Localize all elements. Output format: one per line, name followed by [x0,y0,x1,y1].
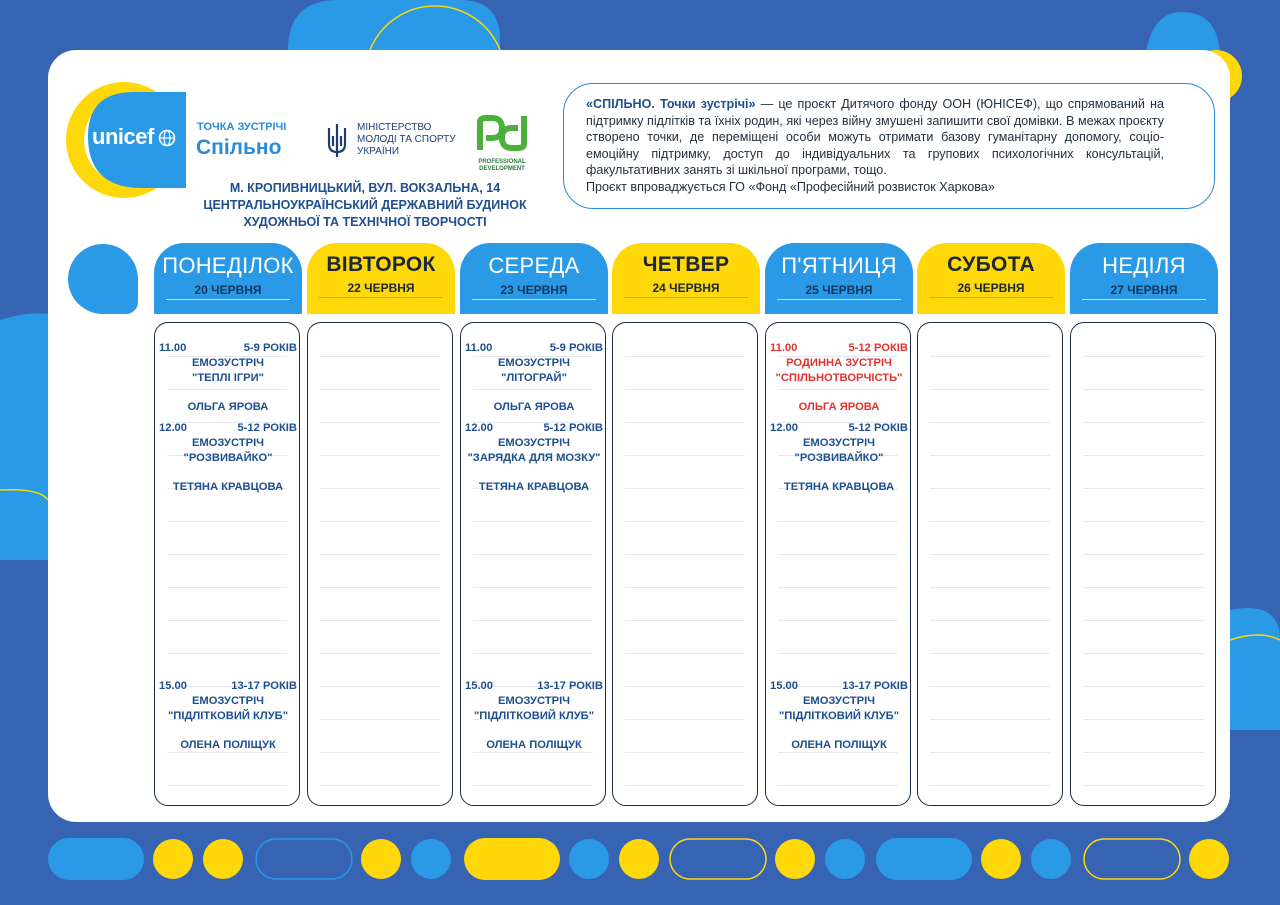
ruled-line [320,356,440,357]
day-header [154,243,302,314]
event-leader: ОЛЬГА ЯРОВА [493,401,575,413]
schedule-event [159,421,297,495]
decorative-bubble [68,244,138,314]
schedule-event [465,679,603,753]
event-time: 12.00 [770,422,798,434]
ruled-line [1083,422,1203,423]
ruled-line [320,389,440,390]
ruled-line [320,785,440,786]
event-type: ЕМОЗУСТРІЧ [497,437,571,449]
ruled-line [625,488,745,489]
trident-icon [325,122,349,158]
event-title: "ПІДЛІТКОВИЙ КЛУБ" [168,710,288,722]
ruled-line [320,620,440,621]
event-leader: ОЛЬГА ЯРОВА [187,401,269,413]
ruled-line [930,719,1050,720]
event-age: 13-17 РОКІВ [537,680,603,692]
event-title: "ЗАРЯДКА ДЛЯ МОЗКУ" [467,452,601,464]
event-age: 5-9 РОКІВ [549,342,603,354]
event-leader: ОЛЕНА ПОЛІЩУК [180,739,276,751]
ruled-line [625,719,745,720]
day-column [612,322,758,806]
ruled-line [778,554,898,555]
event-type: ЕМОЗУСТРІЧ [191,357,265,369]
ruled-line [778,587,898,588]
ruled-line [320,554,440,555]
ruled-line [778,521,898,522]
meeting-point-label: ТОЧКА ЗУСТРІЧІ [197,121,287,133]
event-time: 11.00 [465,342,493,354]
ruled-line [167,785,287,786]
ruled-line [930,521,1050,522]
event-type: ЕМОЗУСТРІЧ [802,437,876,449]
pd-logo: PROFESSIONAL DEVELOPMENT [470,114,534,173]
event-title: "СПІЛЬНОТВОРЧІСТЬ" [775,372,903,384]
event-age: 13-17 РОКІВ [842,680,908,692]
day-name: ЧЕТВЕР [642,253,730,276]
ruled-line [1083,620,1203,621]
unicef-wordmark: unicef [92,124,154,149]
globe-icon [158,129,176,147]
ruled-line [778,785,898,786]
ruled-line [320,488,440,489]
ministry-name: МІНІСТЕРСТВО МОЛОДІ ТА СПОРТУ УКРАЇНИ [357,122,456,157]
ruled-line [625,752,745,753]
event-time: 12.00 [465,422,493,434]
event-leader: ОЛЕНА ПОЛІЩУК [791,739,887,751]
ruled-line [1083,653,1203,654]
ruled-line [930,488,1050,489]
meeting-point-title: Спільно [196,136,282,159]
ruled-line [320,455,440,456]
event-leader: ТЕТЯНА КРАВЦОВА [478,481,590,493]
ruled-line [473,620,593,621]
event-time: 15.00 [159,680,187,692]
schedule-event [770,679,908,753]
project-description [563,83,1215,209]
ruled-line [625,356,745,357]
ruled-line [930,752,1050,753]
ruled-line [625,521,745,522]
day-column [460,322,606,806]
pd-monogram-icon [474,114,530,154]
event-title: "ЛІТОГРАЙ" [501,372,567,384]
schedule-event [770,341,908,415]
event-title: "РОЗВИВАЙКО" [183,452,273,464]
ruled-line [930,686,1050,687]
event-title: "ТЕПЛІ ІГРИ" [192,372,264,384]
ruled-line [778,653,898,654]
ruled-line [320,719,440,720]
day-name: СЕРЕДА [488,253,580,278]
event-age: 5-9 РОКІВ [243,342,297,354]
project-body: — це проєкт Дитячого фонду ООН (ЮНІСЕФ), що спрямований на підтримку підлітків та їхніх родин, які через війну змушені запишити свої домівки. В межах проєкту створено точки, де переміщені особи можуть отримати базову гуманітарну допомогу, соціо-емоційну підтримку, доступ до індивідуальних та групових психологічних консультацій, факультативних занять зі шкільної програми, тощо. [586,97,1165,178]
ruled-line [473,785,593,786]
ruled-line [473,653,593,654]
ruled-line [1083,752,1203,753]
ruled-line [930,620,1050,621]
ruled-line [320,686,440,687]
event-leader: ТЕТЯНА КРАВЦОВА [783,481,895,493]
event-type: ЕМОЗУСТРІЧ [497,695,571,707]
ruled-line [625,389,745,390]
ruled-line [320,653,440,654]
ruled-line [167,620,287,621]
day-header [1070,243,1218,314]
day-date: 22 ЧЕРВНЯ [319,281,443,298]
ruled-line [930,653,1050,654]
event-age: 5-12 РОКІВ [848,342,908,354]
ruled-line [1083,521,1203,522]
schedule-event [159,679,297,753]
day-name: НЕДІЛЯ [1102,253,1186,278]
day-name: ВІВТОРОК [326,253,436,276]
event-type: ЕМОЗУСТРІЧ [802,695,876,707]
day-date: 25 ЧЕРВНЯ [777,283,901,300]
day-date: 20 ЧЕРВНЯ [166,283,290,300]
ruled-line [930,554,1050,555]
ruled-line [778,620,898,621]
ministry-logo [325,122,467,158]
ruled-line [625,455,745,456]
ruled-line [1083,587,1203,588]
event-title: "ПІДЛІТКОВИЙ КЛУБ" [779,710,899,722]
day-header [460,243,608,314]
ruled-line [625,686,745,687]
event-time: 15.00 [465,680,493,692]
ruled-line [625,620,745,621]
schedule-event [770,421,908,495]
event-type: ЕМОЗУСТРІЧ [191,695,265,707]
ruled-line [625,422,745,423]
ruled-line [625,587,745,588]
ruled-line [473,554,593,555]
schedule-event [159,341,297,415]
ruled-line [1083,455,1203,456]
ruled-line [167,521,287,522]
event-time: 15.00 [770,680,798,692]
ruled-line [930,785,1050,786]
day-date: 23 ЧЕРВНЯ [472,283,596,300]
ruled-line [1083,356,1203,357]
day-header [612,243,760,314]
day-name: ПОНЕДІЛОК [162,253,294,278]
event-time: 12.00 [159,422,187,434]
ruled-line [167,554,287,555]
ruled-line [473,521,593,522]
ruled-line [930,455,1050,456]
ruled-line [320,422,440,423]
ruled-line [1083,554,1203,555]
project-operator: Проєкт впроваджується ГО «Фонд «Професійний розвисток Харкова» [586,179,995,194]
schedule-event [465,341,603,415]
day-name: СУБОТА [947,253,1035,276]
ruled-line [1083,686,1203,687]
ruled-line [1083,488,1203,489]
day-date: 27 ЧЕРВНЯ [1082,283,1206,300]
day-name: П'ЯТНИЦЯ [781,253,897,278]
day-header [307,243,455,314]
ruled-line [930,356,1050,357]
event-type: РОДИННА ЗУСТРІЧ [786,357,892,369]
ruled-line [320,521,440,522]
ruled-line [625,554,745,555]
day-column [917,322,1063,806]
ruled-line [1083,389,1203,390]
ruled-line [930,422,1050,423]
project-title: «СПІЛЬНО. Точки зустрічі» [586,97,756,111]
ruled-line [625,785,745,786]
ruled-line [320,587,440,588]
ruled-line [167,587,287,588]
event-type: ЕМОЗУСТРІЧ [497,357,571,369]
event-age: 13-17 РОКІВ [231,680,297,692]
event-age: 5-12 РОКІВ [237,422,297,434]
event-title: "РОЗВИВАЙКО" [794,452,884,464]
day-column [1070,322,1216,806]
ruled-line [1083,719,1203,720]
day-column [765,322,911,806]
ruled-line [1083,785,1203,786]
event-leader: ОЛЬГА ЯРОВА [798,401,880,413]
event-time: 11.00 [770,342,798,354]
schedule-event [465,421,603,495]
day-column [154,322,300,806]
ruled-line [167,653,287,654]
ruled-line [625,653,745,654]
ruled-line [473,587,593,588]
event-age: 5-12 РОКІВ [543,422,603,434]
day-column [307,322,453,806]
ruled-line [930,389,1050,390]
day-date: 26 ЧЕРВНЯ [929,281,1053,298]
venue-address: М. КРОПИВНИЦЬКИЙ, ВУЛ. ВОКЗАЛЬНА, 14 ЦЕНТРАЛЬНОУКРАЇНСЬКИЙ ДЕРЖАВНИЙ БУДИНОК ХУДОЖНЬОЇ ТА ТЕХНІЧНОЇ ТВОРЧОСТІ [203,181,527,229]
day-header [917,243,1065,314]
event-leader: ОЛЕНА ПОЛІЩУК [486,739,582,751]
day-header [765,243,913,314]
event-leader: ТЕТЯНА КРАВЦОВА [172,481,284,493]
bottom-decoration [0,838,1280,880]
ruled-line [320,752,440,753]
event-age: 5-12 РОКІВ [848,422,908,434]
day-date: 24 ЧЕРВНЯ [624,281,748,298]
event-time: 11.00 [159,342,187,354]
event-type: ЕМОЗУСТРІЧ [191,437,265,449]
ruled-line [930,587,1050,588]
event-title: "ПІДЛІТКОВИЙ КЛУБ" [474,710,594,722]
